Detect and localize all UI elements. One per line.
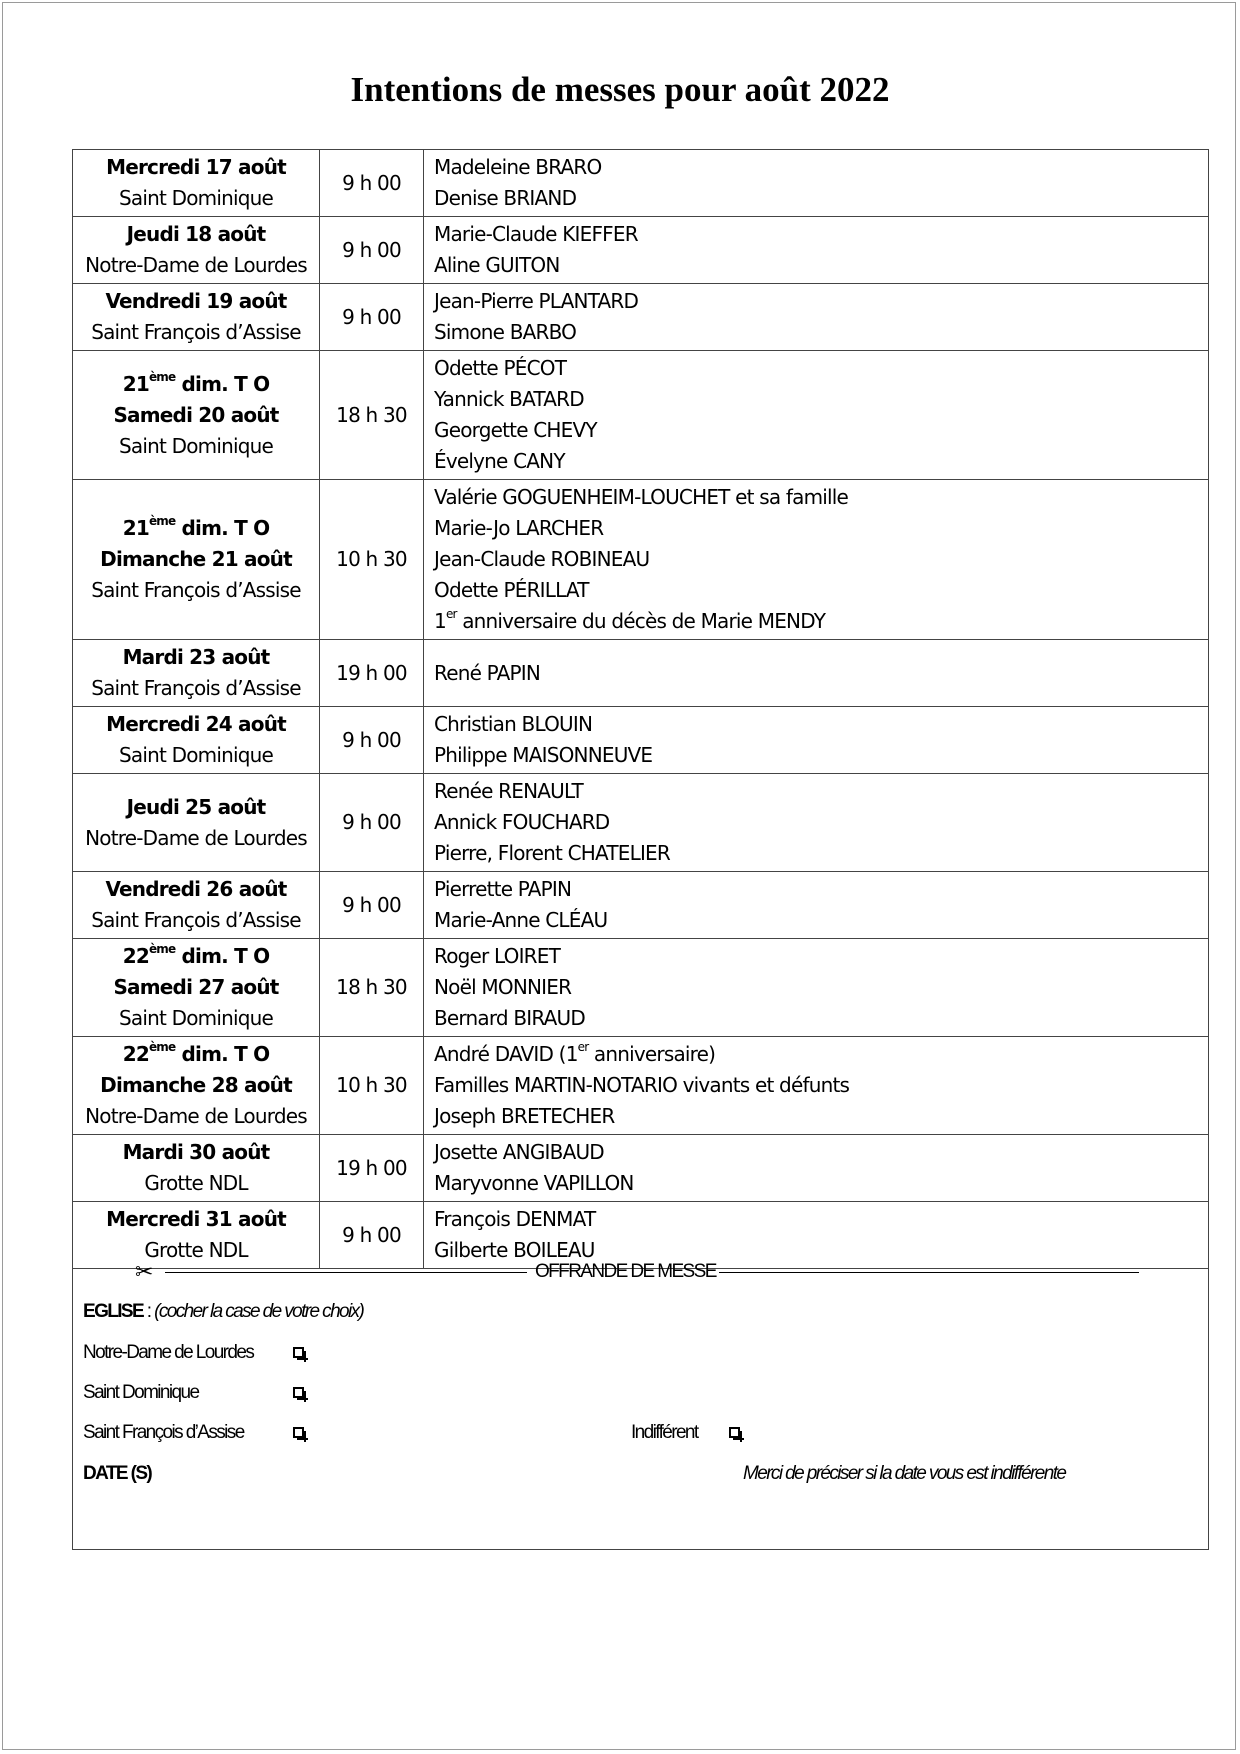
church-name: Notre-Dame de Lourdes [85, 825, 307, 850]
mass-date: Mercredi 24 août [106, 712, 286, 736]
church-name: Saint François d’Assise [91, 578, 301, 602]
liturgical-sunday [83, 513, 309, 544]
liturgical-sunday-text: dim. T O [175, 516, 270, 540]
liturgical-sunday-number: 22 [122, 944, 149, 968]
church-name: Notre-Dame de Lourdes [85, 1104, 307, 1128]
cut-line [165, 1272, 527, 1273]
liturgical-sunday-text: dim. T O [175, 1042, 270, 1066]
intention-name: Christian BLOUIN [434, 712, 593, 736]
mass-table-body [73, 150, 1209, 1269]
mass-time: 9 h 00 [342, 727, 401, 752]
intention-name: Madeleine BRARO [434, 155, 602, 179]
liturgical-sunday [83, 1039, 309, 1070]
intention-name-text: André DAVID (1 [434, 1042, 578, 1066]
church-name: Saint François d’Assise [91, 320, 301, 344]
mass-date: Mardi 30 août [122, 1140, 270, 1164]
intention-name: Évelyne CANY [434, 449, 565, 473]
church-name: Saint Dominique [119, 743, 273, 767]
mass-date: Samedi 20 août [113, 402, 279, 427]
church-note: (cocher la case de votre choix) [154, 1301, 364, 1322]
church-name: Saint François d’Assise [91, 908, 301, 932]
date-label: DATE (S) [83, 1463, 152, 1484]
intention-name: Joseph BRETECHER [434, 1104, 615, 1128]
mass-day-cell [73, 150, 320, 217]
mass-date: Dimanche 21 août [100, 547, 292, 571]
church-name: Saint Dominique [119, 433, 273, 458]
intention-name: Pierre, Florent CHATELIER [434, 841, 670, 865]
intention-name [434, 1039, 1198, 1070]
church-name: Saint Dominique [119, 1006, 273, 1030]
mass-intentions-cell [424, 774, 1209, 872]
mass-intentions-cell [424, 707, 1209, 774]
mass-time-cell [320, 284, 424, 351]
church-label-text: EGLISE [83, 1301, 144, 1322]
option-label-notre-dame-de-lourdes: Notre-Dame de Lourdes [83, 1342, 254, 1363]
intention-name: Familles MARTIN-NOTARIO vivants et défunts [434, 1073, 850, 1097]
intention-name: Odette PÉRILLAT [434, 578, 589, 602]
mass-schedule-table [72, 149, 1209, 1269]
mass-day-cell [73, 480, 320, 640]
mass-time: 9 h 00 [342, 237, 401, 262]
liturgical-sunday-text: dim. T O [175, 371, 270, 396]
intention-name: Georgette CHEVY [434, 418, 597, 442]
intention-name-text: anniversaire) [588, 1042, 716, 1066]
intention-name-superscript: er [577, 1040, 589, 1055]
intention-name: Roger LOIRET [434, 944, 561, 968]
mass-date: Mercredi 17 août [106, 155, 286, 179]
intention-name [434, 606, 1198, 637]
liturgical-sunday [83, 369, 309, 400]
liturgical-sunday-superscript: ème [148, 1040, 176, 1055]
intention-name-text: 1 [434, 609, 446, 633]
mass-day-cell [73, 217, 320, 284]
mass-time: 9 h 00 [342, 810, 401, 834]
intention-name: Josette ANGIBAUD [434, 1140, 604, 1164]
liturgical-sunday-number: 21 [122, 371, 149, 396]
intention-name-superscript: er [445, 607, 457, 622]
mass-date: Samedi 27 août [113, 975, 279, 999]
mass-row [73, 1037, 1209, 1135]
mass-date: Vendredi 19 août [105, 289, 287, 313]
intention-name: François DENMAT [434, 1207, 596, 1231]
intention-name: Maryvonne VAPILLON [434, 1171, 634, 1195]
mass-time-cell [320, 707, 424, 774]
intention-name: Pierrette PAPIN [434, 877, 572, 901]
mass-time-cell [320, 872, 424, 939]
liturgical-sunday-superscript: ème [148, 514, 176, 529]
intention-name: Yannick BATARD [434, 387, 584, 411]
mass-intentions-cell [424, 480, 1209, 640]
liturgical-sunday-superscript: ème [148, 369, 176, 384]
mass-row [73, 707, 1209, 774]
intention-name: Renée RENAULT [434, 779, 583, 803]
liturgical-sunday-number: 21 [122, 516, 149, 540]
mass-row [73, 351, 1209, 480]
church-label: EGLISE : (cocher la case de votre choix) [83, 1301, 364, 1322]
intention-name: Simone BARBO [434, 320, 577, 344]
mass-day-cell [73, 351, 320, 480]
intention-name: Denise BRIAND [434, 186, 577, 210]
mass-time-cell [320, 217, 424, 284]
intention-name: Annick FOUCHARD [434, 810, 610, 834]
mass-date: Vendredi 26 août [105, 877, 287, 901]
intention-name: Noël MONNIER [434, 975, 572, 999]
mass-time-cell [320, 640, 424, 707]
mass-time: 9 h 00 [342, 170, 401, 195]
mass-time-cell [320, 150, 424, 217]
liturgical-sunday-text: dim. T O [175, 944, 270, 968]
mass-time: 19 h 00 [336, 660, 407, 685]
mass-day-cell [73, 1135, 320, 1202]
mass-row [73, 284, 1209, 351]
mass-time: 18 h 30 [336, 402, 407, 427]
cut-line [719, 1272, 1139, 1273]
option-label-indifferent: Indifférent [631, 1422, 698, 1443]
intention-name: Marie-Anne CLÉAU [434, 908, 608, 932]
mass-day-cell [73, 707, 320, 774]
intention-name: Aline GUITON [434, 253, 560, 277]
checkbox-saint-dominique[interactable] [293, 1387, 304, 1398]
mass-row [73, 480, 1209, 640]
mass-time-cell [320, 480, 424, 640]
mass-time-cell [320, 774, 424, 872]
mass-intentions-cell [424, 284, 1209, 351]
mass-intentions-cell [424, 640, 1209, 707]
mass-time: 10 h 30 [336, 1073, 407, 1097]
church-name: Saint François d’Assise [91, 676, 301, 700]
mass-day-cell [73, 774, 320, 872]
option-label-saint-francois-d-assise: Saint François d’Assise [83, 1422, 244, 1443]
mass-intentions-cell [424, 351, 1209, 480]
mass-time-cell [320, 1037, 424, 1135]
mass-row [73, 217, 1209, 284]
liturgical-sunday [83, 941, 309, 972]
scissors-icon: ✂ [135, 1259, 152, 1284]
mass-intentions-cell [424, 1037, 1209, 1135]
liturgical-sunday-superscript: ème [148, 942, 176, 957]
mass-time-cell [320, 1135, 424, 1202]
checkbox-saint-francois-d-assise[interactable] [293, 1427, 304, 1438]
mass-day-cell [73, 284, 320, 351]
mass-intentions-cell [424, 1135, 1209, 1202]
mass-date: Mercredi 31 août [106, 1207, 286, 1231]
intention-name: René PAPIN [434, 660, 541, 685]
mass-row [73, 939, 1209, 1037]
mass-time-cell [320, 351, 424, 480]
church-name: Grotte NDL [144, 1238, 248, 1262]
mass-intentions-cell [424, 150, 1209, 217]
intention-name: Jean-Pierre PLANTARD [434, 289, 639, 313]
mass-date: Dimanche 28 août [100, 1073, 292, 1097]
mass-day-cell [73, 872, 320, 939]
mass-row [73, 1135, 1209, 1202]
intention-name: Odette PÉCOT [434, 356, 567, 380]
intention-name-text: anniversaire du décès de Marie MENDY [456, 609, 826, 633]
church-name: Saint Dominique [119, 186, 273, 210]
mass-time: 19 h 00 [336, 1155, 407, 1180]
intention-name: Valérie GOGUENHEIM-LOUCHET et sa famille [434, 485, 849, 509]
intention-name: Philippe MAISONNEUVE [434, 743, 653, 767]
mass-row [73, 872, 1209, 939]
mass-time: 9 h 00 [342, 304, 401, 329]
liturgical-sunday-number: 22 [122, 1042, 149, 1066]
mass-time: 9 h 00 [342, 1222, 401, 1247]
offering-title: OFFRANDE DE MESSE [535, 1261, 716, 1282]
date-note: Merci de préciser si la date vous est indifférente [743, 1463, 1066, 1484]
intention-name: Gilberte BOILEAU [434, 1238, 595, 1262]
mass-date: Jeudi 25 août [126, 794, 266, 819]
mass-intentions-cell [424, 939, 1209, 1037]
page-title: Intentions de messes pour août 2022 [350, 70, 890, 109]
intention-name: Bernard BIRAUD [434, 1006, 585, 1030]
mass-date: Jeudi 18 août [126, 222, 266, 246]
mass-row [73, 774, 1209, 872]
mass-time: 9 h 00 [342, 892, 401, 917]
mass-date: Mardi 23 août [122, 645, 270, 669]
offering-form [72, 1253, 1209, 1550]
intention-name: Marie-Jo LARCHER [434, 516, 604, 540]
mass-day-cell [73, 640, 320, 707]
intention-name: Jean-Claude ROBINEAU [434, 547, 650, 571]
mass-day-cell [73, 939, 320, 1037]
mass-time: 18 h 30 [336, 975, 407, 999]
mass-day-cell [73, 1037, 320, 1135]
church-name: Grotte NDL [144, 1171, 248, 1195]
checkbox-indifferent[interactable] [729, 1427, 740, 1438]
checkbox-notre-dame-de-lourdes[interactable] [293, 1347, 304, 1358]
mass-intentions-cell [424, 217, 1209, 284]
mass-time-cell [320, 939, 424, 1037]
mass-row [73, 640, 1209, 707]
church-name: Notre-Dame de Lourdes [85, 253, 307, 277]
mass-time: 10 h 30 [336, 547, 407, 571]
mass-intentions-cell [424, 872, 1209, 939]
intention-name: Marie-Claude KIEFFER [434, 222, 638, 246]
option-label-saint-dominique: Saint Dominique [83, 1382, 199, 1403]
mass-row [73, 150, 1209, 217]
